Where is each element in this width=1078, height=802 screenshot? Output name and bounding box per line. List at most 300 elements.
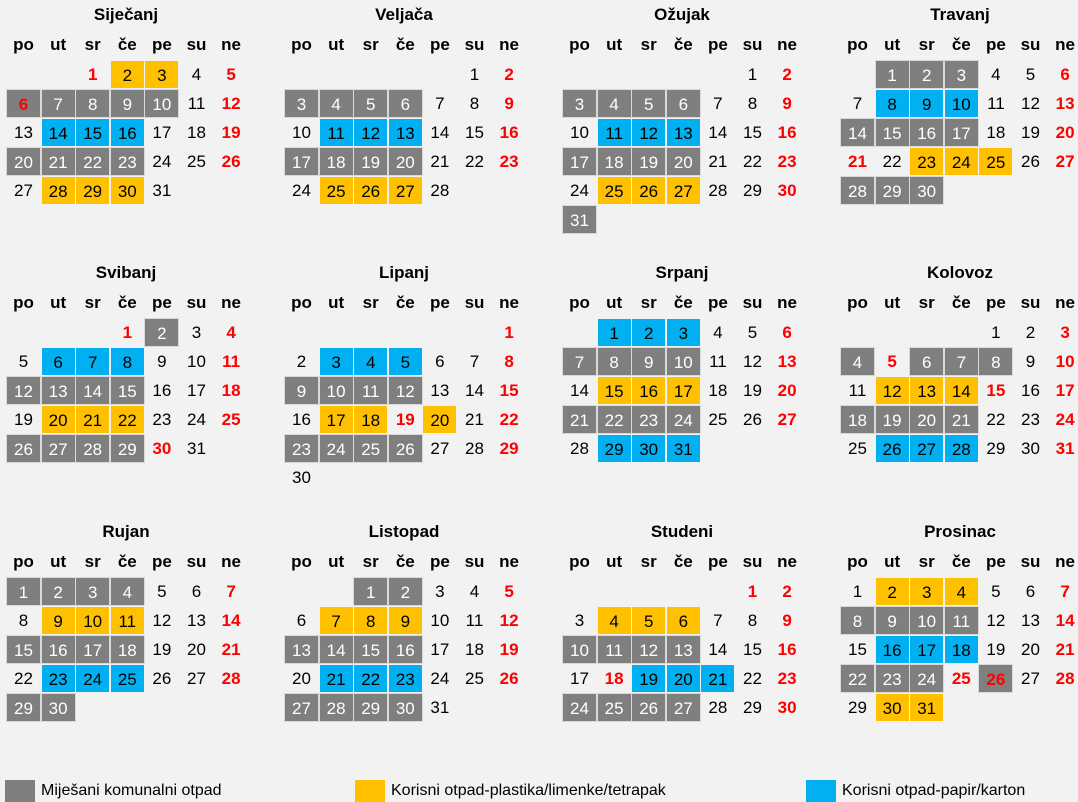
legend-swatch-paper	[806, 780, 836, 802]
weekday-header: ne	[499, 293, 520, 312]
day-cell: 13	[909, 376, 944, 405]
day-cell: 11	[465, 611, 484, 630]
day-cell: 9	[631, 347, 666, 376]
day-cell: 24	[75, 664, 110, 693]
day-cell: 13	[41, 376, 76, 405]
weekday-header: ne	[777, 552, 798, 571]
day-cell: 14	[465, 381, 484, 400]
day-cell: 6	[666, 606, 701, 635]
day-cell: 17	[319, 405, 354, 434]
weekday-header: po	[569, 35, 590, 54]
day-cell: 15	[597, 376, 632, 405]
day-cell: 1	[469, 65, 480, 84]
day-cell: 28	[944, 434, 979, 463]
day-cell: 11	[187, 94, 206, 113]
day-cell: 19	[631, 664, 666, 693]
weekday-header: su	[742, 293, 763, 312]
day-cell: 1	[6, 577, 41, 606]
day-cell: 28	[430, 181, 450, 200]
day-cell: 24	[570, 181, 589, 200]
month-title: Studeni	[650, 522, 714, 541]
day-cell: 11	[110, 606, 145, 635]
day-cell: 27	[1021, 669, 1040, 688]
legend-label-paper: Korisni otpad-papir/karton	[842, 782, 1026, 799]
weekday-header: po	[569, 293, 590, 312]
day-cell: 3	[284, 89, 319, 118]
weekday-header: po	[847, 293, 868, 312]
day-cell: 17	[1055, 381, 1075, 400]
weekday-header: ut	[606, 293, 623, 312]
day-cell: 8	[75, 89, 110, 118]
day-cell: 24	[909, 664, 944, 693]
day-cell: 12	[6, 376, 41, 405]
day-cell: 20	[666, 147, 701, 176]
day-cell: 28	[1055, 669, 1075, 688]
day-cell: 3	[574, 611, 585, 630]
day-cell: 27	[41, 434, 76, 463]
day-cell: 20	[777, 381, 797, 400]
day-cell: 12	[221, 94, 241, 113]
day-cell: 24	[319, 434, 354, 463]
weekday-header: ut	[606, 552, 623, 571]
weekday-header: ne	[221, 293, 242, 312]
day-cell: 18	[187, 123, 206, 142]
weekday-header: pe	[707, 293, 728, 312]
weekday-header: če	[117, 552, 137, 571]
day-cell: 24	[430, 669, 450, 688]
day-cell: 14	[708, 123, 728, 142]
day-cell: 8	[875, 89, 910, 118]
day-cell: 10	[75, 606, 110, 635]
day-cell: 15	[6, 635, 41, 664]
day-cell: 6	[1060, 65, 1070, 84]
day-cell: 14	[75, 376, 110, 405]
day-cell: 11	[222, 352, 241, 371]
day-cell: 25	[848, 439, 867, 458]
day-cell: 29	[6, 693, 41, 722]
weekday-header: pe	[429, 35, 450, 54]
weekday-header: su	[464, 293, 485, 312]
day-cell: 30	[110, 176, 145, 205]
day-cell: 16	[875, 635, 910, 664]
day-cell: 21	[430, 152, 450, 171]
day-cell: 10	[144, 89, 179, 118]
weekday-header: ut	[50, 293, 67, 312]
day-cell: 12	[743, 352, 762, 371]
day-cell: 2	[144, 318, 179, 347]
day-cell: 3	[666, 318, 701, 347]
weekday-header: če	[673, 35, 693, 54]
weekday-header: če	[117, 35, 137, 54]
day-cell: 29	[75, 176, 110, 205]
day-cell: 10	[944, 89, 979, 118]
month-title: Veljača	[375, 5, 433, 24]
weekday-header: su	[186, 552, 207, 571]
day-cell: 3	[75, 577, 110, 606]
day-cell: 27	[909, 434, 944, 463]
day-cell: 16	[777, 640, 797, 659]
day-cell: 26	[631, 693, 666, 722]
day-cell: 15	[353, 635, 388, 664]
day-cell: 3	[909, 577, 944, 606]
day-cell: 3	[1060, 323, 1070, 342]
day-cell: 9	[782, 94, 792, 113]
day-cell: 6	[435, 352, 445, 371]
day-cell: 8	[110, 347, 145, 376]
day-cell: 4	[944, 577, 979, 606]
day-cell: 29	[986, 439, 1006, 458]
day-cell: 13	[14, 123, 33, 142]
day-cell: 16	[110, 118, 145, 147]
day-cell: 5	[631, 606, 666, 635]
day-cell: 2	[782, 582, 792, 601]
weekday-header: če	[673, 552, 693, 571]
day-cell: 25	[319, 176, 354, 205]
day-cell: 4	[840, 347, 875, 376]
day-cell: 24	[666, 405, 701, 434]
day-cell: 7	[435, 94, 445, 113]
day-cell: 23	[631, 405, 666, 434]
day-cell: 10	[909, 606, 944, 635]
day-cell: 11	[597, 635, 632, 664]
day-cell: 25	[187, 152, 206, 171]
day-cell: 22	[465, 152, 484, 171]
day-cell: 10	[570, 123, 589, 142]
legend-swatch-mixed	[5, 780, 35, 802]
weekday-header: su	[464, 552, 485, 571]
day-cell: 17	[430, 640, 450, 659]
weekday-header: ne	[777, 293, 798, 312]
day-cell: 22	[743, 669, 762, 688]
weekday-header: sr	[84, 35, 101, 54]
day-cell: 19	[395, 410, 415, 429]
weekday-header: sr	[918, 552, 935, 571]
day-cell: 7	[852, 94, 863, 113]
day-cell: 24	[944, 147, 979, 176]
day-cell: 26	[743, 410, 762, 429]
day-cell: 6	[191, 582, 202, 601]
day-cell: 31	[1055, 439, 1075, 458]
weekday-header: ne	[499, 552, 520, 571]
day-cell: 30	[41, 693, 76, 722]
day-cell: 22	[499, 410, 519, 429]
weekday-header: ut	[328, 35, 345, 54]
day-cell: 20	[666, 664, 701, 693]
day-cell: 26	[353, 176, 388, 205]
day-cell: 11	[709, 352, 727, 371]
day-cell: 4	[597, 606, 632, 635]
weekday-header: ut	[50, 552, 67, 571]
day-cell: 5	[18, 352, 29, 371]
day-cell: 27	[666, 176, 701, 205]
day-cell: 23	[110, 147, 145, 176]
day-cell: 5	[991, 582, 1001, 601]
day-cell: 4	[110, 577, 145, 606]
day-cell: 21	[221, 640, 241, 659]
day-cell: 5	[887, 352, 897, 371]
day-cell: 19	[353, 147, 388, 176]
day-cell: 25	[597, 693, 632, 722]
weekday-header: sr	[84, 293, 101, 312]
day-cell: 12	[631, 635, 666, 664]
day-cell: 26	[875, 434, 910, 463]
weekday-header: su	[1020, 35, 1041, 54]
day-cell: 14	[570, 381, 589, 400]
day-cell: 7	[226, 582, 236, 601]
day-cell: 21	[41, 147, 76, 176]
day-cell: 21	[700, 664, 735, 693]
day-cell: 16	[777, 123, 797, 142]
day-cell: 28	[319, 693, 354, 722]
weekday-header: sr	[362, 35, 379, 54]
day-cell: 18	[353, 405, 388, 434]
day-cell: 2	[1025, 323, 1036, 342]
day-cell: 18	[110, 635, 145, 664]
day-cell: 6	[296, 611, 307, 630]
weekday-header: pe	[707, 35, 728, 54]
day-cell: 7	[713, 94, 723, 113]
day-cell: 2	[296, 352, 307, 371]
day-cell: 27	[14, 181, 33, 200]
day-cell: 7	[713, 611, 723, 630]
month-title: Prosinac	[924, 522, 996, 541]
day-cell: 4	[319, 89, 354, 118]
day-cell: 22	[110, 405, 145, 434]
day-cell: 3	[144, 60, 179, 89]
day-cell: 18	[944, 635, 979, 664]
day-cell: 27	[284, 693, 319, 722]
day-cell: 23	[777, 669, 797, 688]
day-cell: 16	[1021, 381, 1040, 400]
weekday-header: po	[13, 35, 34, 54]
day-cell: 23	[41, 664, 76, 693]
day-cell: 21	[944, 405, 979, 434]
day-cell: 26	[631, 176, 666, 205]
weekday-header: pe	[429, 293, 450, 312]
day-cell: 22	[840, 664, 875, 693]
day-cell: 28	[570, 439, 589, 458]
day-cell: 22	[986, 410, 1006, 429]
weekday-header: sr	[84, 552, 101, 571]
day-cell: 30	[1021, 439, 1040, 458]
day-cell: 7	[41, 89, 76, 118]
day-cell: 2	[388, 577, 423, 606]
day-cell: 1	[122, 323, 133, 342]
day-cell: 25	[465, 669, 484, 688]
day-cell: 29	[875, 176, 910, 205]
day-cell: 24	[562, 693, 597, 722]
day-cell: 6	[1025, 582, 1036, 601]
day-cell: 17	[187, 381, 206, 400]
weekday-header: po	[13, 552, 34, 571]
day-cell: 30	[875, 693, 910, 722]
day-cell: 26	[221, 152, 241, 171]
day-cell: 7	[75, 347, 110, 376]
day-cell: 6	[6, 89, 41, 118]
day-cell: 29	[848, 698, 867, 717]
day-cell: 8	[353, 606, 388, 635]
day-cell: 28	[75, 434, 110, 463]
day-cell: 9	[782, 611, 792, 630]
day-cell: 19	[14, 410, 33, 429]
day-cell: 17	[562, 147, 597, 176]
day-cell: 17	[570, 669, 589, 688]
weekday-header: ut	[884, 35, 901, 54]
day-cell: 29	[110, 434, 145, 463]
day-cell: 13	[666, 118, 701, 147]
day-cell: 2	[631, 318, 666, 347]
day-cell: 7	[319, 606, 354, 635]
day-cell: 22	[14, 669, 33, 688]
day-cell: 1	[353, 577, 388, 606]
day-cell: 21	[1055, 640, 1075, 659]
day-cell: 20	[1021, 640, 1040, 659]
day-cell: 18	[840, 405, 875, 434]
day-cell: 14	[221, 611, 241, 630]
day-cell: 9	[875, 606, 910, 635]
weekday-header: sr	[362, 552, 379, 571]
day-cell: 13	[388, 118, 423, 147]
weekday-header: pe	[985, 293, 1006, 312]
day-cell: 30	[777, 181, 797, 200]
day-cell: 25	[951, 669, 971, 688]
day-cell: 8	[18, 611, 29, 630]
day-cell: 9	[504, 94, 514, 113]
weekday-header: su	[464, 35, 485, 54]
day-cell: 18	[708, 381, 728, 400]
month-title: Listopad	[368, 522, 440, 541]
weekday-header: su	[742, 552, 763, 571]
day-cell: 10	[562, 635, 597, 664]
day-cell: 9	[909, 89, 944, 118]
day-cell: 5	[353, 89, 388, 118]
weekday-header: pe	[151, 35, 172, 54]
day-cell: 24	[187, 410, 206, 429]
weekday-header: po	[291, 293, 312, 312]
weekday-header: če	[951, 552, 971, 571]
day-cell: 15	[986, 381, 1006, 400]
day-cell: 6	[388, 89, 423, 118]
day-cell: 30	[631, 434, 666, 463]
day-cell: 21	[319, 664, 354, 693]
day-cell: 12	[388, 376, 423, 405]
weekday-header: pe	[985, 552, 1006, 571]
weekday-header: po	[291, 552, 312, 571]
day-cell: 28	[41, 176, 76, 205]
day-cell: 12	[875, 376, 910, 405]
weekday-header: ut	[50, 35, 67, 54]
day-cell: 6	[909, 347, 944, 376]
day-cell: 28	[840, 176, 875, 205]
weekday-header: su	[742, 35, 763, 54]
day-cell: 30	[292, 468, 311, 487]
legend-swatch-plastic	[355, 780, 385, 802]
day-cell: 13	[284, 635, 319, 664]
weekday-header: pe	[985, 35, 1006, 54]
month-title: Lipanj	[378, 263, 430, 282]
day-cell: 16	[631, 376, 666, 405]
day-cell: 16	[41, 635, 76, 664]
weekday-header: ne	[221, 35, 242, 54]
day-cell: 25	[110, 664, 145, 693]
day-cell: 2	[504, 65, 514, 84]
day-cell: 19	[152, 640, 172, 659]
day-cell: 5	[388, 347, 423, 376]
day-cell: 18	[604, 669, 624, 688]
day-cell: 15	[499, 381, 519, 400]
day-cell: 12	[986, 611, 1006, 630]
day-cell: 23	[388, 664, 423, 693]
month-title: Rujan	[102, 522, 150, 541]
day-cell: 7	[469, 352, 480, 371]
day-cell: 16	[388, 635, 423, 664]
day-cell: 14	[319, 635, 354, 664]
weekday-header: če	[673, 293, 693, 312]
legend	[0, 780, 1078, 802]
day-cell: 29	[353, 693, 388, 722]
day-cell: 3	[562, 89, 597, 118]
day-cell: 15	[110, 376, 145, 405]
weekday-header: pe	[429, 552, 450, 571]
day-cell: 20	[6, 147, 41, 176]
day-cell: 16	[909, 118, 944, 147]
day-cell: 30	[777, 698, 797, 717]
weekday-header: če	[951, 293, 971, 312]
day-cell: 21	[75, 405, 110, 434]
day-cell: 23	[777, 152, 797, 171]
day-cell: 31	[187, 439, 206, 458]
day-cell: 23	[1021, 410, 1040, 429]
day-cell: 31	[152, 181, 172, 200]
weekday-header: ne	[221, 552, 242, 571]
day-cell: 5	[157, 582, 167, 601]
weekday-header: ut	[884, 552, 901, 571]
day-cell: 2	[41, 577, 76, 606]
day-cell: 29	[743, 698, 762, 717]
day-cell: 10	[666, 347, 701, 376]
weekday-header: po	[13, 293, 34, 312]
day-cell: 8	[747, 611, 758, 630]
day-cell: 26	[978, 664, 1013, 693]
day-cell: 17	[284, 147, 319, 176]
day-cell: 1	[504, 323, 514, 342]
day-cell: 9	[110, 89, 145, 118]
day-cell: 20	[422, 405, 457, 434]
day-cell: 12	[499, 611, 519, 630]
day-cell: 25	[353, 434, 388, 463]
weekday-header: če	[395, 35, 415, 54]
weekday-header: če	[395, 293, 415, 312]
day-cell: 27	[187, 669, 206, 688]
day-cell: 4	[226, 323, 236, 342]
month-title: Kolovoz	[926, 263, 994, 282]
day-cell: 26	[499, 669, 519, 688]
day-cell: 23	[875, 664, 910, 693]
day-cell: 17	[909, 635, 944, 664]
day-cell: 27	[430, 439, 450, 458]
day-cell: 18	[465, 640, 484, 659]
day-cell: 6	[782, 323, 792, 342]
day-cell: 22	[597, 405, 632, 434]
day-cell: 10	[292, 123, 311, 142]
day-cell: 10	[430, 611, 450, 630]
day-cell: 20	[292, 669, 311, 688]
day-cell: 17	[944, 118, 979, 147]
day-cell: 1	[991, 323, 1001, 342]
day-cell: 31	[562, 205, 597, 234]
month-title: Srpanj	[655, 263, 709, 282]
day-cell: 15	[743, 123, 762, 142]
